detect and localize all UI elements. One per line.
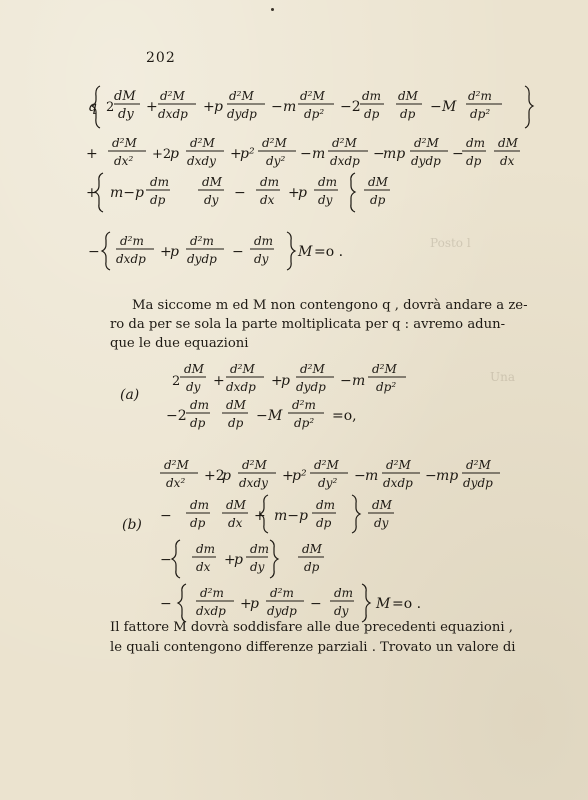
svg-text:m−p: m−p: [274, 508, 308, 524]
svg-text:−: −: [88, 244, 100, 260]
svg-text:d²m: d²m: [292, 398, 316, 412]
svg-text:p: p: [234, 552, 243, 568]
svg-text:−: −: [430, 99, 442, 115]
svg-text:d²M: d²M: [300, 89, 325, 103]
svg-text:m−p: m−p: [110, 185, 144, 201]
svg-text:−2: −2: [340, 99, 361, 115]
svg-text:d²M: d²M: [164, 458, 189, 472]
svg-text:dp: dp: [228, 416, 244, 430]
svg-text:dx: dx: [196, 560, 211, 574]
svg-text:dm: dm: [196, 542, 216, 556]
svg-text:dM: dM: [498, 136, 518, 150]
svg-text:dM: dM: [372, 498, 392, 512]
equation-b-line-1: [160, 458, 500, 490]
svg-text:+2: +2: [204, 468, 225, 484]
svg-text:dp²: dp²: [304, 107, 325, 121]
svg-text:p²: p²: [292, 468, 307, 484]
svg-text:dM: dM: [398, 89, 418, 103]
svg-text:d²M: d²M: [332, 136, 357, 150]
svg-text:2: 2: [172, 374, 181, 389]
svg-text:dp²: dp²: [294, 416, 315, 430]
svg-text:m: m: [352, 373, 366, 389]
svg-text:dp: dp: [190, 516, 206, 530]
svg-text:dydp: dydp: [267, 604, 297, 618]
svg-text:p: p: [298, 185, 307, 201]
svg-text:p: p: [170, 244, 179, 260]
svg-text:−: −: [340, 373, 352, 389]
svg-text:dm: dm: [318, 175, 338, 189]
page-number: 202: [146, 50, 176, 66]
svg-text:+: +: [86, 185, 98, 201]
equation-b-line-3: [160, 542, 324, 574]
svg-text:M: M: [376, 596, 391, 612]
svg-text:dm: dm: [466, 136, 486, 150]
svg-text:p: p: [250, 596, 259, 612]
svg-text:d²M: d²M: [190, 136, 215, 150]
svg-text:q: q: [88, 99, 97, 115]
svg-text:dxdp: dxdp: [116, 252, 146, 266]
svg-text:−: −: [232, 244, 244, 260]
svg-text:dm: dm: [254, 234, 274, 248]
svg-text:+: +: [271, 373, 283, 389]
svg-text:dy: dy: [254, 252, 269, 266]
svg-text:+: +: [288, 185, 300, 201]
svg-text:dy²: dy²: [318, 476, 338, 490]
svg-text:dp²: dp²: [376, 380, 397, 394]
svg-text:dxdp: dxdp: [196, 604, 226, 618]
svg-text:m: m: [365, 468, 379, 484]
svg-text:dydp: dydp: [227, 107, 257, 121]
equation-a-label: (a): [120, 387, 140, 403]
svg-text:dM: dM: [226, 398, 246, 412]
svg-text:d²m: d²m: [190, 234, 214, 248]
paragraph-2-line-1: Il fattore M dovrà soddisfare alle due precedenti equazioni ,: [110, 620, 513, 635]
svg-text:d²m: d²m: [120, 234, 144, 248]
svg-text:+: +: [230, 146, 242, 162]
svg-text:dx²: dx²: [114, 154, 134, 168]
svg-text:=o .: =o .: [314, 244, 344, 260]
svg-text:dp: dp: [364, 107, 380, 121]
svg-text:dydp: dydp: [187, 252, 217, 266]
svg-text:−: −: [354, 468, 366, 484]
svg-text:M: M: [268, 408, 283, 424]
svg-text:−: −: [373, 146, 385, 162]
svg-text:dxdp: dxdp: [330, 154, 360, 168]
svg-text:dm: dm: [362, 89, 382, 103]
svg-text:d²M: d²M: [242, 458, 267, 472]
svg-text:dy: dy: [250, 560, 265, 574]
svg-text:+: +: [146, 99, 158, 115]
svg-text:+: +: [240, 596, 252, 612]
svg-text:dy: dy: [204, 193, 219, 207]
show-through-text: Una: [490, 370, 515, 384]
svg-text:dp: dp: [304, 560, 320, 574]
svg-text:dxdp: dxdp: [383, 476, 413, 490]
svg-text:d²M: d²M: [300, 362, 325, 376]
svg-text:dy: dy: [186, 380, 201, 394]
svg-text:−: −: [452, 146, 464, 162]
svg-text:M: M: [298, 244, 313, 260]
svg-text:dy: dy: [334, 604, 349, 618]
svg-text:dM: dM: [368, 175, 388, 189]
svg-text:−: −: [256, 408, 268, 424]
svg-text:+: +: [160, 244, 172, 260]
svg-text:+: +: [254, 508, 266, 524]
svg-text:dM: dM: [184, 362, 204, 376]
svg-text:d²m: d²m: [200, 586, 224, 600]
svg-text:d²M: d²M: [386, 458, 411, 472]
svg-text:2: 2: [106, 100, 115, 115]
svg-text:+: +: [282, 468, 294, 484]
paragraph-1-line-1: Ma siccome m ed M non contengono q , dovrà andare a ze-: [132, 298, 528, 313]
svg-text:d²M: d²M: [112, 136, 137, 150]
svg-text:dx: dx: [500, 154, 515, 168]
paragraph-1-line-3: que le due equazioni: [110, 336, 249, 351]
svg-text:p: p: [170, 146, 179, 162]
paragraph-2-line-2: le quali contengono differenze parziali . Trovato un valore di: [110, 640, 516, 655]
svg-text:+2: +2: [152, 147, 172, 162]
svg-text:d²M: d²M: [262, 136, 287, 150]
svg-text:p: p: [222, 468, 231, 484]
svg-text:dm: dm: [190, 398, 210, 412]
svg-text:p²: p²: [240, 146, 255, 162]
svg-text:dxdy: dxdy: [239, 476, 268, 490]
svg-text:dm: dm: [150, 175, 170, 189]
svg-text:dp: dp: [466, 154, 482, 168]
svg-text:+: +: [86, 146, 98, 162]
svg-text:d²M: d²M: [314, 458, 339, 472]
svg-text:d²M: d²M: [414, 136, 439, 150]
svg-text:=o,: =o,: [332, 408, 357, 424]
svg-text:dx: dx: [260, 193, 275, 207]
svg-text:dy²: dy²: [266, 154, 286, 168]
svg-text:+: +: [203, 99, 215, 115]
svg-text:dy: dy: [318, 193, 333, 207]
svg-text:dxdp: dxdp: [158, 107, 188, 121]
svg-text:−: −: [234, 185, 246, 201]
show-through-text: Posto l: [430, 236, 471, 250]
svg-text:dm: dm: [250, 542, 270, 556]
svg-text:−: −: [425, 468, 437, 484]
svg-text:d²M: d²M: [372, 362, 397, 376]
svg-text:dx: dx: [228, 516, 243, 530]
equation-b-line-4: [160, 586, 421, 618]
svg-text:d²M: d²M: [229, 89, 254, 103]
svg-text:d²m: d²m: [270, 586, 294, 600]
svg-text:mp: mp: [436, 468, 459, 484]
svg-text:−: −: [160, 552, 172, 568]
svg-text:d²m: d²m: [468, 89, 492, 103]
svg-text:dm: dm: [334, 586, 354, 600]
svg-text:−: −: [160, 508, 172, 524]
svg-text:−: −: [160, 596, 172, 612]
svg-text:dxdy: dxdy: [187, 154, 216, 168]
equation-b-label: (b): [122, 517, 142, 533]
svg-text:dydp: dydp: [411, 154, 441, 168]
svg-text:dm: dm: [190, 498, 210, 512]
svg-text:−: −: [271, 99, 283, 115]
svg-text:dM: dM: [226, 498, 246, 512]
svg-text:+: +: [213, 373, 225, 389]
svg-text:dp: dp: [400, 107, 416, 121]
svg-text:dp²: dp²: [470, 107, 491, 121]
svg-text:dxdp: dxdp: [226, 380, 256, 394]
svg-text:dp: dp: [190, 416, 206, 430]
svg-text:dm: dm: [260, 175, 280, 189]
svg-text:dx²: dx²: [166, 476, 186, 490]
svg-text:dy: dy: [118, 107, 134, 122]
svg-text:dydp: dydp: [463, 476, 493, 490]
svg-text:m: m: [312, 146, 326, 162]
svg-text:=o .: =o .: [392, 596, 422, 612]
svg-text:dp: dp: [370, 193, 386, 207]
svg-text:−: −: [310, 596, 322, 612]
svg-text:dM: dM: [114, 89, 136, 104]
svg-text:dp: dp: [316, 516, 332, 530]
svg-text:dydp: dydp: [296, 380, 326, 394]
svg-text:dm: dm: [316, 498, 336, 512]
svg-text:d²M: d²M: [230, 362, 255, 376]
svg-text:−2: −2: [166, 408, 187, 424]
svg-text:dy: dy: [374, 516, 389, 530]
svg-text:d²M: d²M: [466, 458, 491, 472]
paragraph-1-line-2: ro da per se sola la parte moltiplicata per q : avremo adun-: [110, 317, 506, 332]
svg-text:mp: mp: [383, 146, 406, 162]
svg-text:d²M: d²M: [160, 89, 185, 103]
svg-text:M: M: [442, 99, 457, 115]
svg-text:+: +: [224, 552, 236, 568]
svg-text:dM: dM: [302, 542, 322, 556]
svg-text:p: p: [281, 373, 290, 389]
svg-text:−: −: [300, 146, 312, 162]
svg-text:dp: dp: [150, 193, 166, 207]
svg-text:m: m: [283, 99, 297, 115]
svg-text:p: p: [214, 99, 223, 115]
svg-text:dM: dM: [202, 175, 222, 189]
